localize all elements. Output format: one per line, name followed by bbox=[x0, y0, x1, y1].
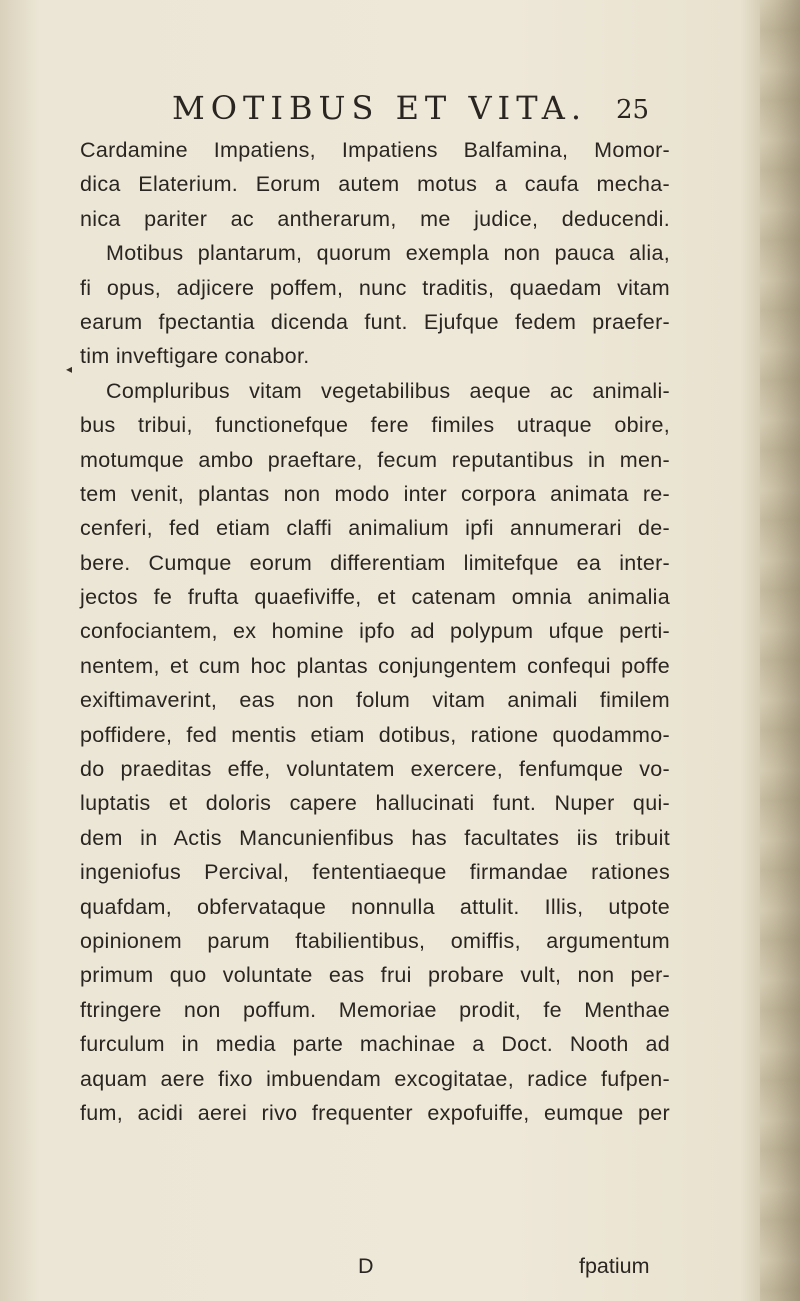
text-line: luptatis et doloris capere hallucinati funt. Nuper qui- bbox=[80, 791, 670, 816]
text-line: nica pariter ac antherarum, me judice, deducendi. bbox=[80, 206, 670, 231]
text-line: tem venit, plantas non modo inter corpora animata re- bbox=[80, 481, 670, 506]
text-line: confociantem, ex homine ipfo ad polypum ufque perti- bbox=[80, 619, 670, 644]
page-header bbox=[0, 88, 800, 128]
text-line: exiftimaverint, eas non folum vitam animali fimilem bbox=[80, 688, 670, 713]
text-line: bere. Cumque eorum differentiam limitefque ea inter- bbox=[80, 550, 670, 575]
catchword: fpatium bbox=[579, 1254, 650, 1278]
text-line: furculum in media parte machinae a Doct. Nooth ad bbox=[80, 1032, 670, 1057]
text-line: Compluribus vitam vegetabilibus aeque ac animali- bbox=[106, 378, 670, 403]
text-line: opinionem parum ftabilientibus, omiffis, argumentum bbox=[80, 928, 670, 953]
text-line: quafdam, obfervataque nonnulla attulit. Illis, utpote bbox=[80, 894, 670, 919]
text-line: primum quo voluntate eas frui probare vult, non per- bbox=[80, 963, 670, 988]
page-footer bbox=[0, 1249, 800, 1283]
text-line: do praeditas effe, voluntatem exercere, fenfumque vo- bbox=[80, 757, 670, 782]
text-line: Motibus plantarum, quorum exempla non pauca alia, bbox=[106, 241, 670, 266]
text-line: poffidere, fed mentis etiam dotibus, ratione quodammo- bbox=[80, 722, 670, 747]
page-edge-stains bbox=[760, 0, 800, 1301]
text-line: ftringere non poffum. Memoriae prodit, fe Menthae bbox=[80, 997, 670, 1022]
text-line: earum fpectantia dicenda funt. Ejufque fedem praefer- bbox=[80, 309, 670, 334]
text-line: tim inveftigare conabor. bbox=[80, 344, 310, 369]
text-line: bus tribui, functionefque fere fimiles utraque obire, bbox=[80, 413, 670, 438]
text-line: dica Elaterium. Eorum autem motus a caufa mecha- bbox=[80, 172, 670, 197]
page-number: 25 bbox=[616, 95, 650, 125]
text-line: dem in Actis Mancunienfibus has facultates iis tribuit bbox=[80, 825, 670, 850]
text-line: ingeniofus Percival, fententiaeque firmandae rationes bbox=[80, 860, 670, 885]
text-line: jectos fe frufta quaefiviffe, et catenam omnia animalia bbox=[80, 585, 670, 610]
text-line: aquam aere fixo imbuendam excogitatae, radice fufpen- bbox=[80, 1066, 670, 1091]
running-title: MOTIBUS ET VITA. bbox=[172, 89, 588, 127]
text-line: fum, acidi aerei rivo frequenter expofuiffe, eumque per bbox=[80, 1100, 670, 1125]
margin-arrow-icon: ◂ bbox=[66, 362, 73, 376]
text-line: fi opus, adjicere poffem, nunc traditis, quaedam vitam bbox=[80, 275, 670, 300]
text-line: nentem, et cum hoc plantas conjungentem confequi poffe bbox=[80, 653, 670, 678]
body-text bbox=[80, 133, 670, 1130]
signature-mark: D bbox=[358, 1254, 374, 1278]
text-line: motumque ambo praeftare, fecum reputantibus in men- bbox=[80, 447, 670, 472]
text-line: Cardamine Impatiens, Impatiens Balfamina, Momor- bbox=[80, 138, 670, 162]
text-line: cenferi, fed etiam claffi animalium ipfi annumerari de- bbox=[80, 516, 670, 541]
